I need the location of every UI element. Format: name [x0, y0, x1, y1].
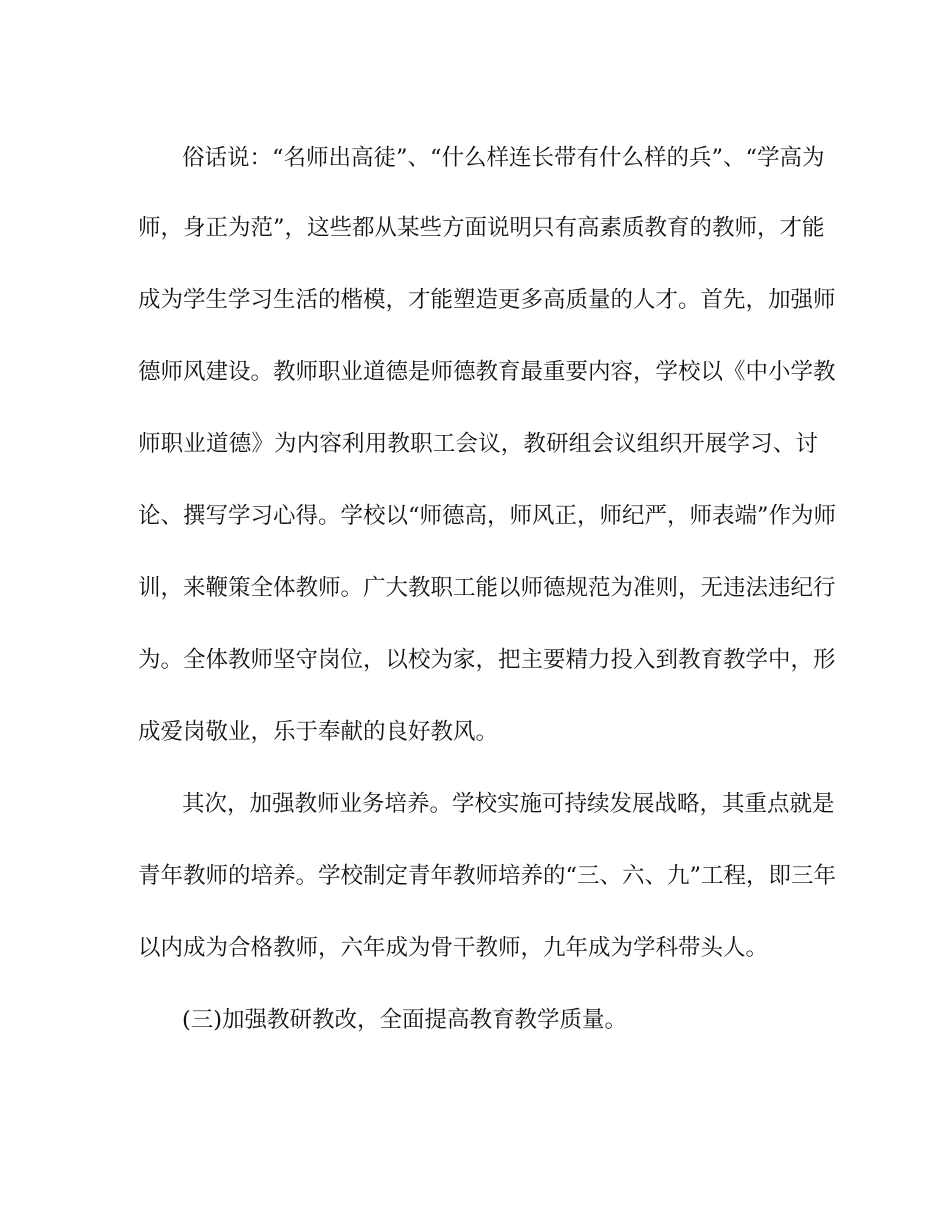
paragraph-1-line-1: 俗话说：“名师出高徒”、“什么样连长带有什么样的兵”、“学高为 [182, 145, 825, 171]
section-heading: (三)加强教研教改，全面提高教育教学质量。 [182, 1007, 628, 1033]
paragraph-1-line-4: 德师风建设。教师职业道德是师德教育最重要内容，学校以《中小学教 [138, 359, 836, 385]
paragraph-1-line-8: 为。全体教师坚守岗位，以校为家，把主要精力投入到教育教学中，形 [138, 647, 836, 673]
paragraph-1-line-3: 成为学生学习生活的楷模，才能塑造更多高质量的人才。首先，加强师 [138, 287, 836, 313]
paragraph-1-line-6: 论、撰写学习心得。学校以“师德高，师风正，师纪严，师表端”作为师 [138, 503, 837, 529]
paragraph-1-line-9: 成爱岗敬业，乐于奉献的良好教风。 [138, 719, 499, 745]
paragraph-2-line-2: 青年教师的培养。学校制定青年教师培养的“三、六、九”工程，即三年 [138, 863, 837, 889]
paragraph-1-line-5: 师职业道德》为内容利用教职工会议，教研组会议组织开展学习、讨 [138, 431, 818, 457]
paragraph-1-line-7: 训，来鞭策全体教师。广大教职工能以师德规范为准则，无违法违纪行 [138, 575, 836, 601]
paragraph-1-line-2: 师，身正为范”，这些都从某些方面说明只有高素质教育的教师，才能 [138, 215, 825, 241]
paragraph-2-line-3: 以内成为合格教师，六年成为骨干教师，九年成为学科带头人。 [138, 935, 769, 961]
paragraph-2-line-1: 其次，加强教师业务培养。学校实施可持续发展战略，其重点就是 [182, 791, 835, 817]
